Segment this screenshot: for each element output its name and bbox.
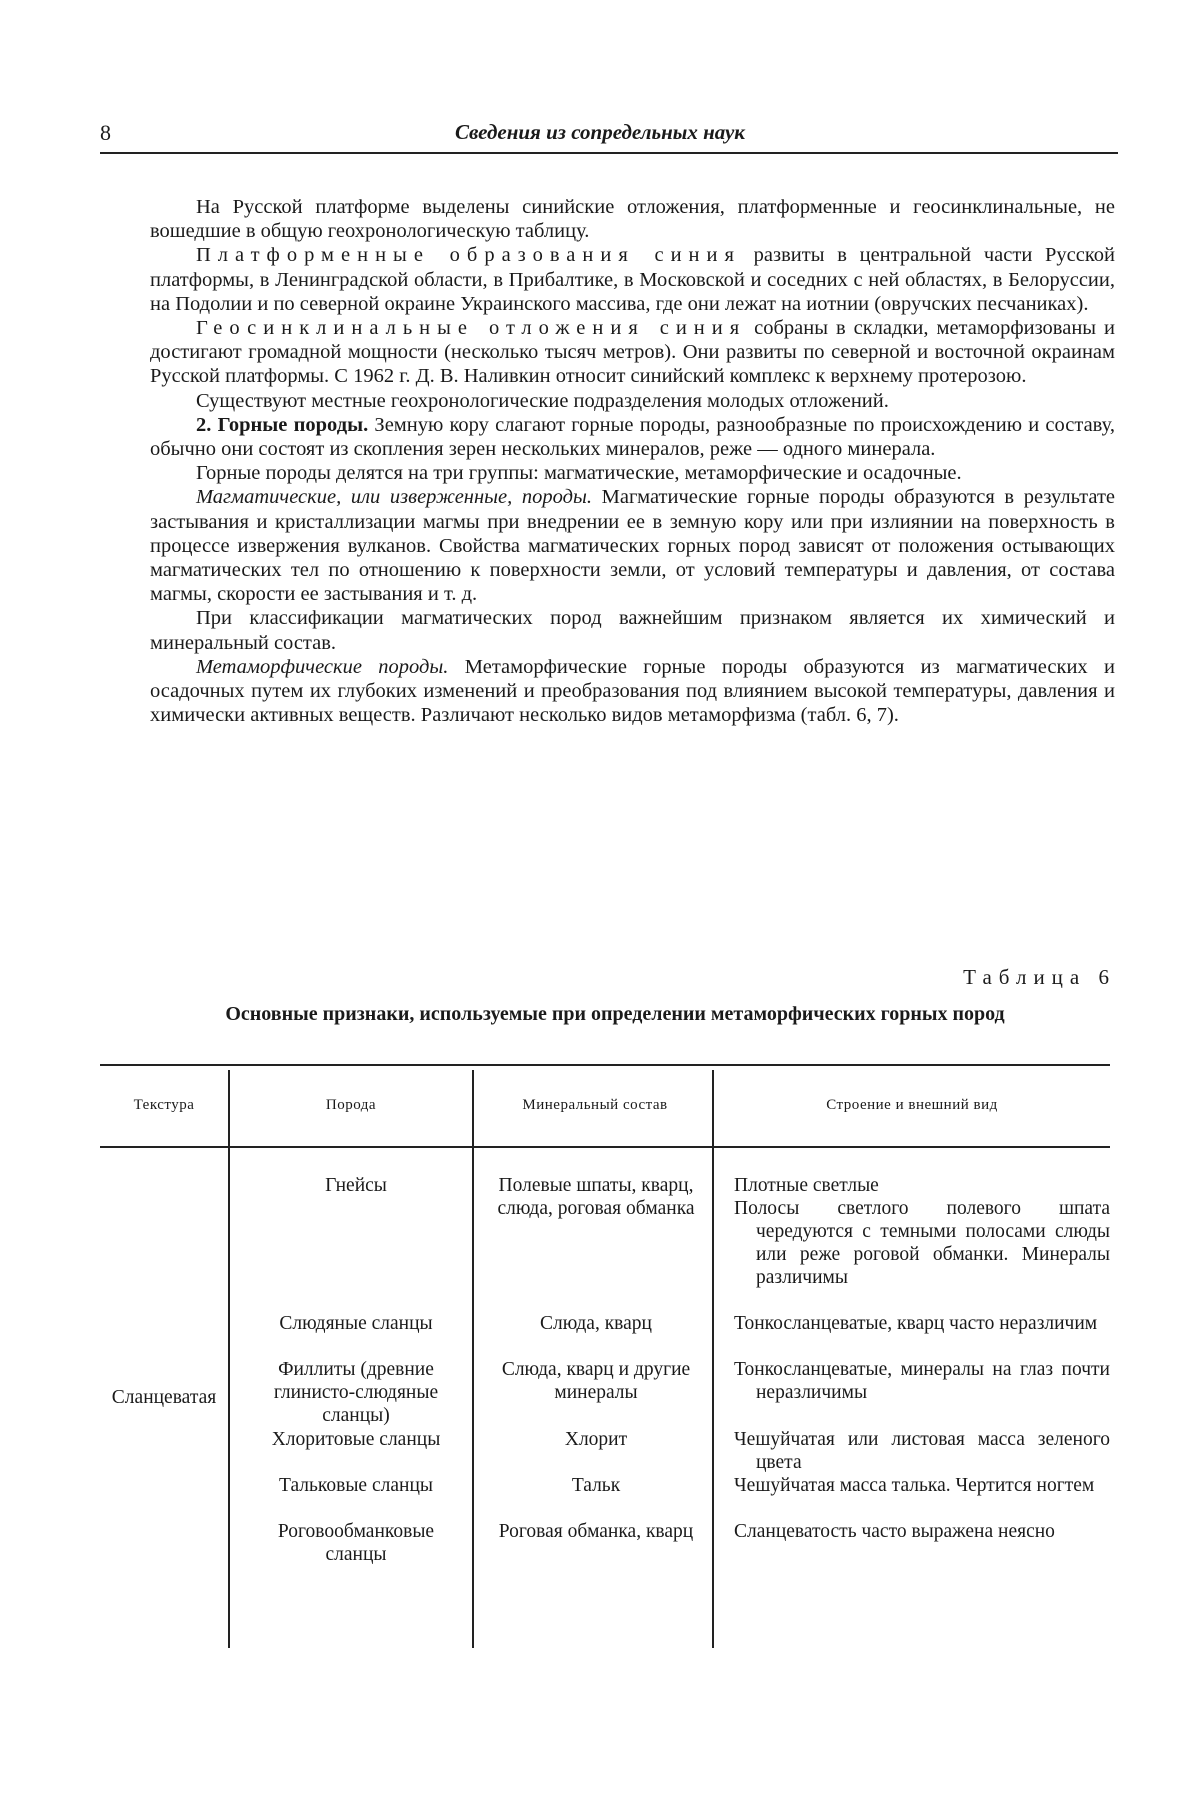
header-rule [100, 152, 1118, 154]
table [100, 1064, 1110, 1652]
section-heading: 2. Горные породы. [196, 414, 368, 436]
spaced-lead: Геосинклинальные отложения синия [196, 317, 746, 339]
column-divider [472, 1070, 474, 1648]
header-minerals: Минеральный состав [500, 1064, 690, 1146]
paragraph [150, 243, 1115, 316]
body-text [150, 195, 1115, 727]
paragraph-text: Земную кору слагают горные породы, разнообразные по происхождению и составу, обычно они состоят из скопления зерен нескольких минералов, реже — одного минерала. [150, 414, 1115, 460]
appearance-text: Тонкосланцеватые, минералы на глаз почти неразличимы [734, 1358, 1110, 1404]
paragraph-text: Магматические горные породы образуются в результате застывания и кристаллизации магмы при внедрении ее в земную кору или при излиянии на поверхность в процессе извержения вулканов. Свойства магматических горных пород зависят от положения остывающих магматических тел по отношению к поверхности земли, от условий температуры и давления, от состава магмы, скорости ее застывания и т. д. [150, 486, 1115, 605]
rock-cell: Слюдяные сланцы [246, 1312, 466, 1335]
paragraph-text: развиты в центральной части Русской платформы, в Ленинградской области, в Прибалтике, в Московской и соседних с ней областях, в Белоруссии, на Подолии и по северной окраине Украинского массива, где они лежат на иотнии (овручских песчаниках). [150, 244, 1115, 314]
appearance-text: Чешуйчатая или листовая масса зеленого цвета [734, 1428, 1110, 1474]
minerals-cell: Роговая обманка, кварц [490, 1520, 702, 1543]
italic-lead: Метаморфические породы. [196, 656, 448, 678]
paragraph [150, 461, 1115, 485]
rock-cell: Тальковые сланцы [246, 1474, 466, 1497]
appearance-cell [734, 1174, 1110, 1289]
page-number: 8 [100, 120, 111, 146]
appearance-text: Чешуйчатая масса талька. Чертится ногтем [734, 1474, 1110, 1497]
minerals-cell: Слюда, кварц и другие минералы [490, 1358, 702, 1404]
minerals-cell: Слюда, кварц [490, 1312, 702, 1335]
paragraph-text: Метаморфические горные породы образуются из магматических и осадочных путем их глубоких изменений и преобразования под влиянием высокой температуры, давления и химически активных веществ. Различают несколько видов метаморфизма (табл. 6, 7). [150, 656, 1115, 726]
column-divider [228, 1070, 230, 1648]
header-texture: Текстура [100, 1064, 228, 1146]
appearance-cell [734, 1312, 1110, 1335]
paragraph-text: При классификации магматических пород важнейшим признаком является их химический и минеральный состав. [150, 607, 1115, 653]
appearance-text: Тонкосланцеватые, кварц часто неразличим [734, 1312, 1110, 1335]
paragraph-text: Существуют местные геохронологические подразделения молодых отложений. [196, 390, 889, 412]
spaced-lead: Платформенные образования синия [196, 244, 741, 266]
paragraph-text: собраны в складки, метаморфизованы и достигают громадной мощности (несколько тысяч метров). Они развиты по северной и восточной окраинам Русской платформы. С 1962 г. Д. В. Наливкин относит синийский комплекс к верхнему протерозою. [150, 317, 1115, 387]
appearance-text: Плотные светлые [734, 1174, 1110, 1197]
paragraph [150, 485, 1115, 606]
running-title: Сведения из сопредельных наук [0, 120, 1200, 145]
appearance-cell [734, 1428, 1110, 1474]
table-number: Таблица 6 [963, 965, 1116, 990]
document-page [0, 0, 1200, 1795]
appearance-text: Сланцеватость часто выражена неясно [734, 1520, 1110, 1543]
column-divider [712, 1070, 714, 1648]
paragraph [150, 389, 1115, 413]
paragraph-text: На Русской платформе выделены синийские отложения, платформенные и геосинклинальные, не вошедшие в общую геохронологическую таблицу. [150, 196, 1115, 242]
paragraph [150, 195, 1115, 243]
minerals-cell: Тальк [490, 1474, 702, 1497]
paragraph [150, 655, 1115, 728]
appearance-text: Полосы светлого полевого шпата чередуются с темными полосами слюды или реже роговой обманки. Минералы различимы [734, 1197, 1110, 1289]
header-appearance: Строение и внешний вид [714, 1064, 1110, 1146]
italic-lead: Магматические, или изверженные, породы. [196, 486, 592, 508]
appearance-cell [734, 1474, 1110, 1497]
header-rock: Порода [230, 1064, 472, 1146]
minerals-cell: Полевые шпаты, кварц, слюда, роговая обманка [490, 1174, 702, 1220]
paragraph-text: Горные породы делятся на три группы: магматические, метаморфические и осадочные. [196, 462, 962, 484]
rock-cell: Роговообманковые сланцы [246, 1520, 466, 1566]
rock-cell: Филлиты (древние глинисто-слюдяные сланцы) [246, 1358, 466, 1427]
appearance-cell [734, 1358, 1110, 1404]
paragraph [150, 606, 1115, 654]
rock-cell: Хлоритовые сланцы [246, 1428, 466, 1451]
minerals-cell: Хлорит [490, 1428, 702, 1451]
table-caption: Основные признаки, используемые при определении метаморфических горных пород [140, 1003, 1090, 1026]
rock-cell: Гнейсы [246, 1174, 466, 1197]
paragraph [150, 413, 1115, 461]
paragraph [150, 316, 1115, 389]
table-header-rule [100, 1146, 1110, 1148]
texture-cell: Сланцеватая [100, 1386, 228, 1409]
appearance-cell [734, 1520, 1110, 1543]
